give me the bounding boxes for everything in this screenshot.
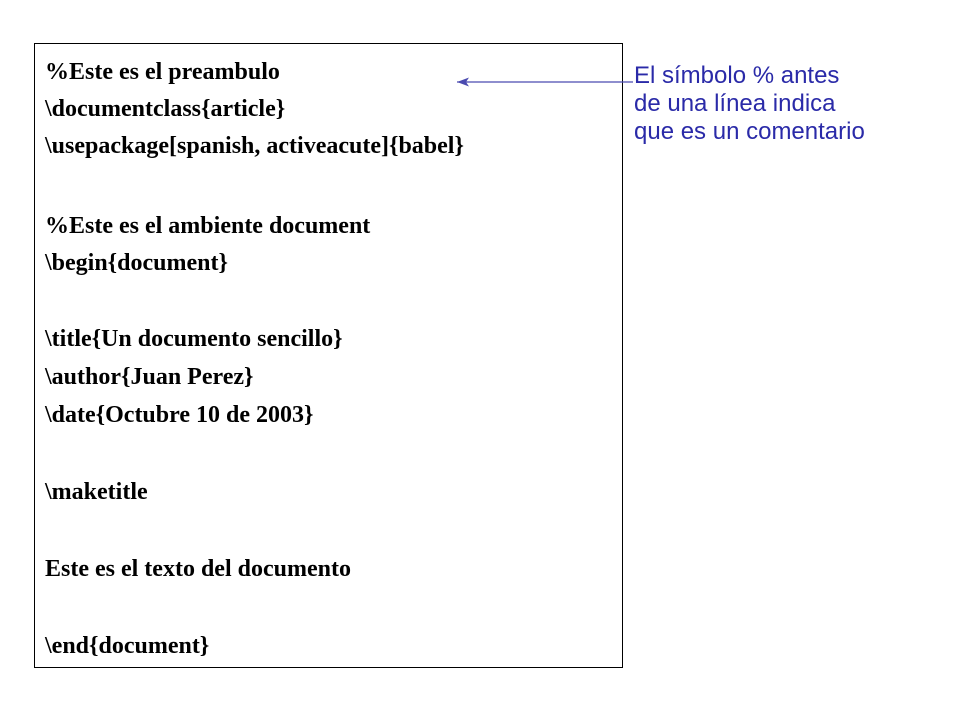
annotation-line-3: que es un comentario (634, 118, 865, 145)
code-line-author: \author{Juan Perez} (45, 364, 254, 390)
annotation-line-2: de una línea indica (634, 90, 836, 117)
code-line-usepackage: \usepackage[spanish, activeacute]{babel} (45, 133, 464, 159)
arrow-left-icon (455, 72, 635, 92)
code-line-body-text: Este es el texto del documento (45, 556, 351, 582)
comment-annotation (634, 62, 954, 146)
code-line-end-document: \end{document} (45, 633, 210, 659)
code-line-documentclass: \documentclass{article} (45, 96, 286, 122)
code-line-comment-document: %Este es el ambiente document (45, 213, 371, 239)
code-line-begin-document: \begin{document} (45, 250, 228, 276)
code-line-title: \title{Un documento sencillo} (45, 326, 343, 352)
annotation-line-1: El símbolo % antes (634, 62, 840, 89)
code-line-maketitle: \maketitle (45, 479, 148, 505)
code-line-date: \date{Octubre 10 de 2003} (45, 402, 314, 428)
code-line-comment-preamble: %Este es el preambulo (45, 59, 280, 85)
